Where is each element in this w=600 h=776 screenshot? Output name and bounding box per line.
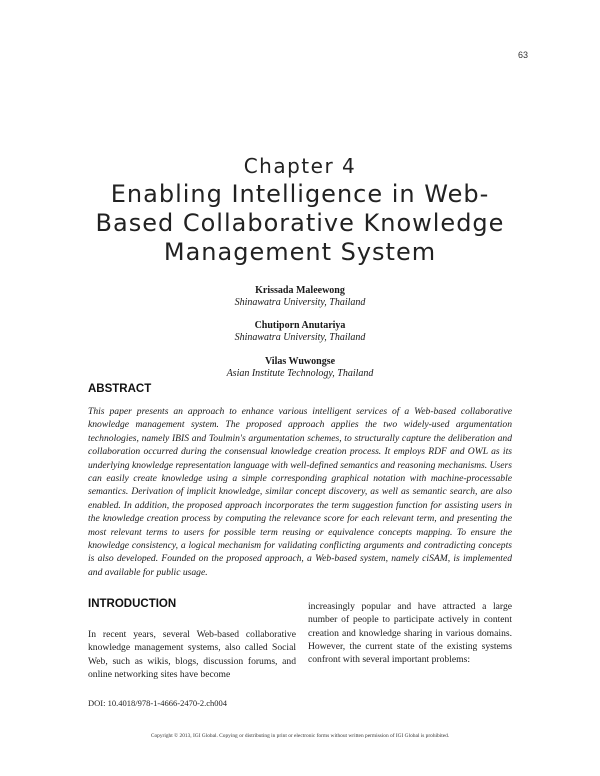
introduction-left-column: In recent years, several Web-based collaborative knowledge management systems, also called Social Web, such as wikis, blogs, discussion forums, and online networking sites have become (88, 629, 296, 680)
author-name: Chutiporn Anutariya (254, 320, 346, 331)
chapter-title (60, 180, 540, 267)
introduction-right-column: increasingly popular and have attracted a large number of people to participate actively in content creation and knowledge sharing in various domains. However, the current state of the existing systems confront with several important problems: (308, 601, 512, 666)
chapter-title-line: Based Collaborative Knowledge (95, 209, 505, 237)
introduction-heading: INTRODUCTION (88, 598, 177, 610)
abstract-heading: ABSTRACT (88, 383, 152, 395)
abstract-text: This paper presents an approach to enhance various intelligent services of a Web-based collaborative knowledge management system. The proposed approach applies the two widely-used argumentation technologies, namely IBIS and Toulmin's argumentation schemes, to structurally capture the deliberation and collaboration occurred during the consensual knowledge creation process. It employs RDF and OWL as its underlying knowledge representation language with well-defined semantics and reasoning mechanisms. Users can easily create knowledge using a simple corresponding graphical notation with machine-processable semantics. Derivation of implicit knowledge, similar concept discovery, as well as semantic search, are also enabled. In addition, the proposed approach incorporates the term suggestion function for assisting users in the knowledge creation process by computing the relevance score for each relevant term, and presenting the most relevant terms to users for possible term reusing or equivalence concepts mapping. To ensure the knowledge consistency, a logical mechanism for validating conflicting arguments and contradicting concepts is also developed. Founded on the proposed approach, a Web-based system, namely ciSAM, is implemented and available for public usage. (88, 406, 512, 578)
author-affiliation: Asian Institute Technology, Thailand (226, 368, 374, 379)
author-affiliation: Shinawatra University, Thailand (234, 332, 366, 343)
page-number: 63 (517, 50, 528, 60)
author-block (0, 356, 600, 380)
author-name: Krissada Maleewong (255, 285, 345, 296)
doi-line: DOI: 10.4018/978-1-4666-2470-2.ch004 (88, 698, 228, 708)
author-name: Vilas Wuwongse (264, 356, 336, 367)
chapter-title-line: Management System (163, 238, 437, 266)
chapter-label: Chapter 4 (243, 154, 357, 178)
author-affiliation: Shinawatra University, Thailand (234, 297, 366, 308)
author-block (0, 285, 600, 309)
copyright-notice: Copyright © 2013, IGI Global. Copying or distributing in print or electronic forms without written permission of IGI Global is prohibited. (150, 733, 450, 739)
author-block (0, 320, 600, 344)
chapter-title-line: Enabling Intelligence in Web- (110, 180, 490, 208)
